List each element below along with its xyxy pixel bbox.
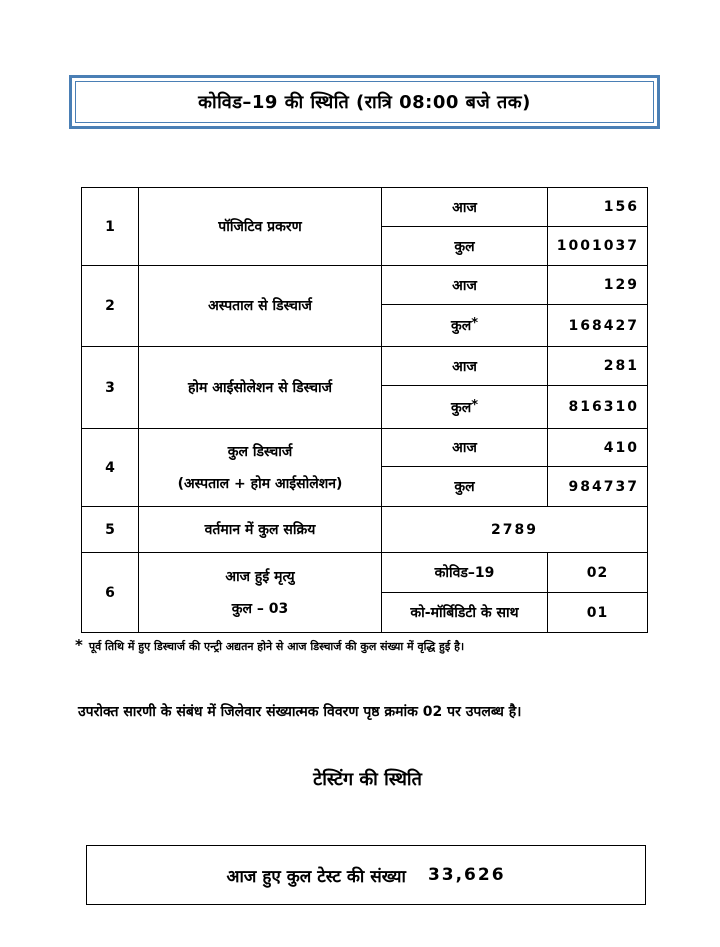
today-value: 410 — [548, 429, 648, 467]
today-value: 281 — [548, 347, 648, 386]
covid-value: 02 — [548, 553, 648, 593]
today-label: आज — [382, 429, 548, 467]
row-number: 5 — [82, 507, 139, 553]
table-row — [82, 507, 648, 553]
test-count-value: 33,626 — [427, 865, 506, 885]
row-description: कुल डिस्चार्ज — [227, 443, 293, 460]
status-table — [81, 187, 648, 633]
covid-label: कोविड–19 — [382, 553, 548, 593]
total-label: कुल — [450, 318, 472, 334]
asterisk-mark: * — [471, 397, 479, 413]
row-number: 2 — [82, 266, 139, 347]
row-description: आज हुई मृत्यु — [225, 568, 295, 585]
row-number: 3 — [82, 347, 139, 429]
total-label-cell — [382, 305, 548, 347]
row-number: 1 — [82, 188, 139, 266]
table-row — [82, 188, 648, 227]
footnote-symbol: * — [75, 636, 83, 654]
table-row — [82, 347, 648, 386]
today-label: आज — [382, 266, 548, 305]
row-description-detail: कुल – 03 — [231, 600, 289, 617]
row-number: 4 — [82, 429, 139, 507]
total-value: 168427 — [548, 305, 648, 347]
row-description: वर्तमान में कुल सक्रिय — [139, 507, 382, 553]
total-value: 984737 — [548, 467, 648, 507]
row-description: होम आईसोलेशन से डिस्चार्ज — [139, 347, 382, 429]
comorbidity-value: 01 — [548, 593, 648, 633]
row-description-cell — [139, 553, 382, 633]
reference-note: उपरोक्त सारणी के संबंध में जिलेवार संख्यात्मक विवरण पृष्ठ क्रमांक 02 पर उपलब्ध है। — [78, 704, 522, 720]
row-number: 6 — [82, 553, 139, 633]
row-description-detail: (अस्पताल + होम आईसोलेशन) — [177, 475, 343, 492]
testing-title: टेस्टिंग की स्थिति — [313, 769, 422, 790]
total-value: 1001037 — [548, 227, 648, 266]
total-label: कुल — [382, 467, 548, 507]
page-title: कोविड–19 की स्थिति (रात्रि 08:00 बजे तक) — [75, 81, 654, 123]
footnote — [75, 636, 675, 654]
total-label: कुल — [382, 227, 548, 266]
row-description: अस्पताल से डिस्चार्ज — [139, 266, 382, 347]
table-row — [82, 553, 648, 593]
table-row — [82, 429, 648, 467]
row-description: पॉजिटिव प्रकरण — [139, 188, 382, 266]
title-box — [69, 75, 660, 129]
total-value: 816310 — [548, 386, 648, 429]
table-row — [82, 266, 648, 305]
asterisk-mark: * — [471, 316, 479, 331]
footnote-text: पूर्व तिथि में हुए डिस्चार्ज की एन्ट्री अद्यतन होने से आज डिस्चार्ज की कुल संख्या में वृद्धि हुई है। — [88, 640, 465, 653]
row-description-cell — [139, 429, 382, 507]
total-label-cell — [382, 386, 548, 429]
today-value: 156 — [548, 188, 648, 227]
active-value: 2789 — [382, 507, 648, 553]
test-count-box — [86, 845, 646, 905]
test-count-label: आज हुए कुल टेस्ट की संख्या — [226, 866, 406, 887]
comorbidity-label: को-मॉर्बिडिटी के साथ — [382, 593, 548, 633]
today-label: आज — [382, 347, 548, 386]
today-label: आज — [382, 188, 548, 227]
today-value: 129 — [548, 266, 648, 305]
total-label: कुल — [450, 399, 472, 416]
